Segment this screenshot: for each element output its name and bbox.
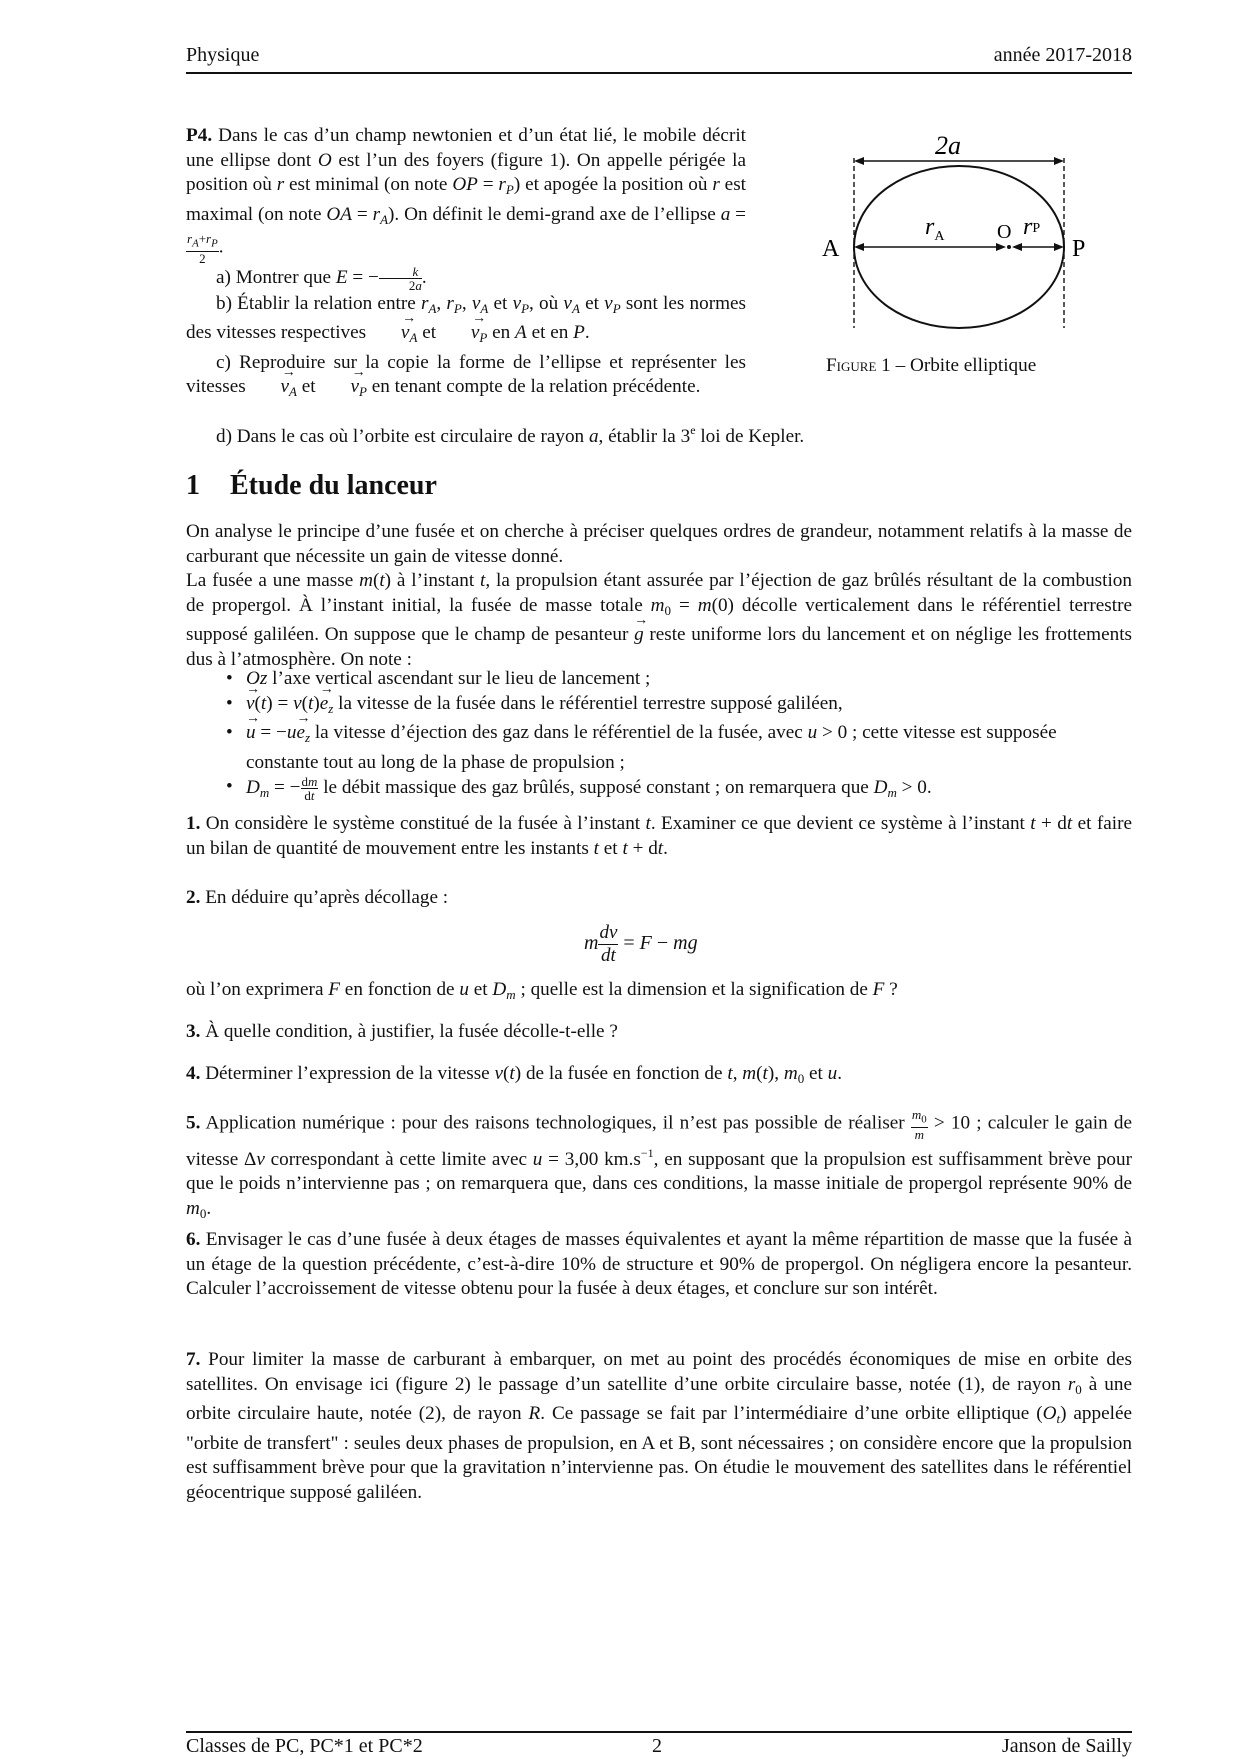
- question-1: 1. On considère le système constitué de la fusée à l’instant t. Examiner ce que devient ce système à l’instant t + dt et faire un bilan de quantité de mouvement entre les instants t et t + dt.: [186, 813, 1132, 859]
- list-item: • Oz l’axe vertical ascendant sur le lieu de lancement ;: [226, 667, 1132, 692]
- question-7: 7. Pour limiter la masse de carburant à embarquer, on met au point des procédés économiques de mise en orbite des satellites. On envisage ici (figure 2) le passage d’un satellite d’une orbite circulaire basse, notée (1), de rayon $r_0$ à une orbite circulaire haute, notée (2), de rayon R. Ce passage se fait par l’intermédiaire d’une orbite elliptique $(O_t)$ appelée "orbite de transfert" : seules deux phases de propulsion, en A et B, sont nécessaires ; on considère encore que la propulsion est suffisamment brève pour que la gravitation n’intervienne pas. On étudie le mouvement des satellites dans le référentiel géocentrique supposé galiléen.: [186, 1349, 1132, 1503]
- question-number: 6.: [186, 1229, 201, 1250]
- p4-question-b: b) Établir la relation entre $r_A$, $r_P$, $v_A$ et $v_P$, où $v_A$ et $v_P$ sont les normes des vitesses respectives → $v_A$ et → $v_P$ en A et en P.: [186, 292, 746, 351]
- p4-question-c: c) Reproduire sur la copie la forme de l’ellipse et représenter les vitesses → $v_A$ et → $v_P$ en tenant compte de la relation précédente.: [186, 351, 746, 405]
- page-header: [186, 44, 1132, 74]
- question-text: À quelle condition, à justifier, la fusée décolle-t-elle ?: [205, 1021, 618, 1042]
- question-2-followup: où l’on exprimera F en fonction de u et $D_m$ ; quelle est la dimension et la signification de F ?: [186, 979, 898, 1002]
- p4-question-a: a) Montrer que E = − $\frac{k}{2a}$ .: [216, 263, 427, 293]
- question-text: Envisager le cas d’une fusée à deux étages de masses équivalentes et ayant la même répartition de masse que la fusée à un étage de la question précédente, c’est-à-dire 10% de structure et 90% de propergol. On négligera encore la pesanteur. Calculer l’accroissement de vitesse obtenu pour la fusée à deux étages, et conclure sur son intérêt.: [186, 1229, 1133, 1299]
- label-rP: rP: [1023, 214, 1041, 240]
- question-number: 5.: [186, 1112, 201, 1134]
- section-title: Étude du lanceur: [230, 470, 437, 501]
- p4-label: P4.: [186, 125, 213, 146]
- question-5: 5. Application numérique : pour des raisons technologiques, il n’est pas possible de réaliser $\frac{m_0}{m}$ > 10 ; calculer le gain de vitesse Δv correspondant à cette limite avec u = 3,00 $km.s^{-1}$, en supposant que la propulsion est suffisamment brève pour que le poids n’intervienne pas ; on remarquera que, dans ces conditions, la masse initiale de propergol représente 90% de $m_0$.: [186, 1107, 1133, 1221]
- label-P: P: [1072, 236, 1086, 262]
- question-3: [186, 1020, 1132, 1045]
- footer-classes: Classes de PC, PC*1 et PC*2: [186, 1735, 423, 1757]
- section-number: 1: [186, 470, 200, 501]
- list-item: • → $u = -u\to e_z$ la vitesse d’éjection des gaz dans le référentiel de la fusée, avec u > 0 ; cette vitesse est supposée constante tout au long de la phase de propulsion ;: [226, 721, 1132, 775]
- figure-caption-text: – Orbite elliptique: [890, 355, 1037, 376]
- question-number: 2.: [186, 887, 201, 908]
- question-number: 3.: [186, 1021, 201, 1042]
- notation-list: [226, 667, 1132, 805]
- label-rA: $r_A$: [925, 214, 945, 244]
- label-O: O: [997, 221, 1012, 243]
- page-footer: [186, 1731, 1132, 1759]
- section-heading: [186, 470, 437, 502]
- intro-paragraph-1: On analyse le principe d’une fusée et on cherche à préciser quelques ordres de grandeur, notamment relatifs à la masse de carburant que nécessite un gain de vitesse donné.: [186, 521, 1132, 567]
- footer-school: Janson de Sailly: [1002, 1735, 1132, 1757]
- equation-motion: m $\frac{dv}{dt}$ = F − mg: [584, 922, 698, 966]
- intro-paragraph-2: La fusée a une masse m(t) à l’instant t, la propulsion étant assurée par l’éjection de gaz brûlés résultant de la combustion de propergol. À l’instant initial, la fusée de masse totale $m_0 = m(0)$ décolle verticalement dans le référentiel terrestre supposé galiléen. On suppose que le champ de pesanteur → g reste uniforme lors du lancement et on néglige les frottements dus à l’atmosphère. On note :: [186, 569, 1132, 672]
- question-2: 2. En déduire qu’après décollage :: [186, 887, 449, 908]
- question-number: 4.: [186, 1063, 201, 1084]
- list-item: • $D_m$ = − $\frac{dm}{dt}$ le débit massique des gaz brûlés, supposé constant ; on remarquera que $D_m > 0$.: [226, 775, 1132, 805]
- question-number: 1.: [186, 813, 201, 834]
- focus-O-point: [1007, 245, 1011, 249]
- figure-caption-prefix: Figure 1: [826, 355, 891, 376]
- header-year: année 2017-2018: [993, 44, 1132, 66]
- ellipse-orbit-figure: [810, 128, 1100, 378]
- p4-intro: P4. Dans le cas d’un champ newtonien et d’un état lié, le mobile décrit une ellipse dont O est l’un des foyers (figure 1). On appelle périgée la position où r est minimal (on note OP = $r_P$) et apogée la position où r est maximal (on note OA = $r_A$). On définit le demi-grand axe de l’ellipse a = $\frac{r_A+r_P}{2}$ . a) Montrer que E = − $\frac{k}{2a}$ . b) Établir la relation entre $r_A$, $r_P$, $v_A$ et $v_P$, où $v_A$ et $v_P$ sont les normes des vitesses respectives → $v_A$ et → $v_P$ en A et en P. c) Reproduire sur la copie la forme de l’ellipse et représenter les vitesses → $v_A$ et → $v_P$ en tenant compte de la relation précédente.: [186, 124, 746, 405]
- figure-1-caption: [826, 355, 1036, 377]
- list-item: • → $v(t) = v(t)\to e_z$ la vitesse de la fusée dans le référentiel terrestre supposé galiléen,: [226, 692, 1132, 722]
- label-2a: 2a: [935, 131, 961, 160]
- page-number: 2: [652, 1735, 662, 1757]
- header-subject: Physique: [186, 44, 260, 66]
- p4-question-d: d) Dans le cas où l’orbite est circulaire de rayon a, établir la 3e loi de Kepler.: [216, 423, 805, 447]
- question-4: 4. Déterminer l’expression de la vitesse v(t) de la fusée en fonction de t, m(t), $m_0$ et u.: [186, 1063, 843, 1086]
- question-number: 7.: [186, 1349, 201, 1370]
- question-6: [186, 1228, 1132, 1302]
- label-A: A: [822, 236, 840, 262]
